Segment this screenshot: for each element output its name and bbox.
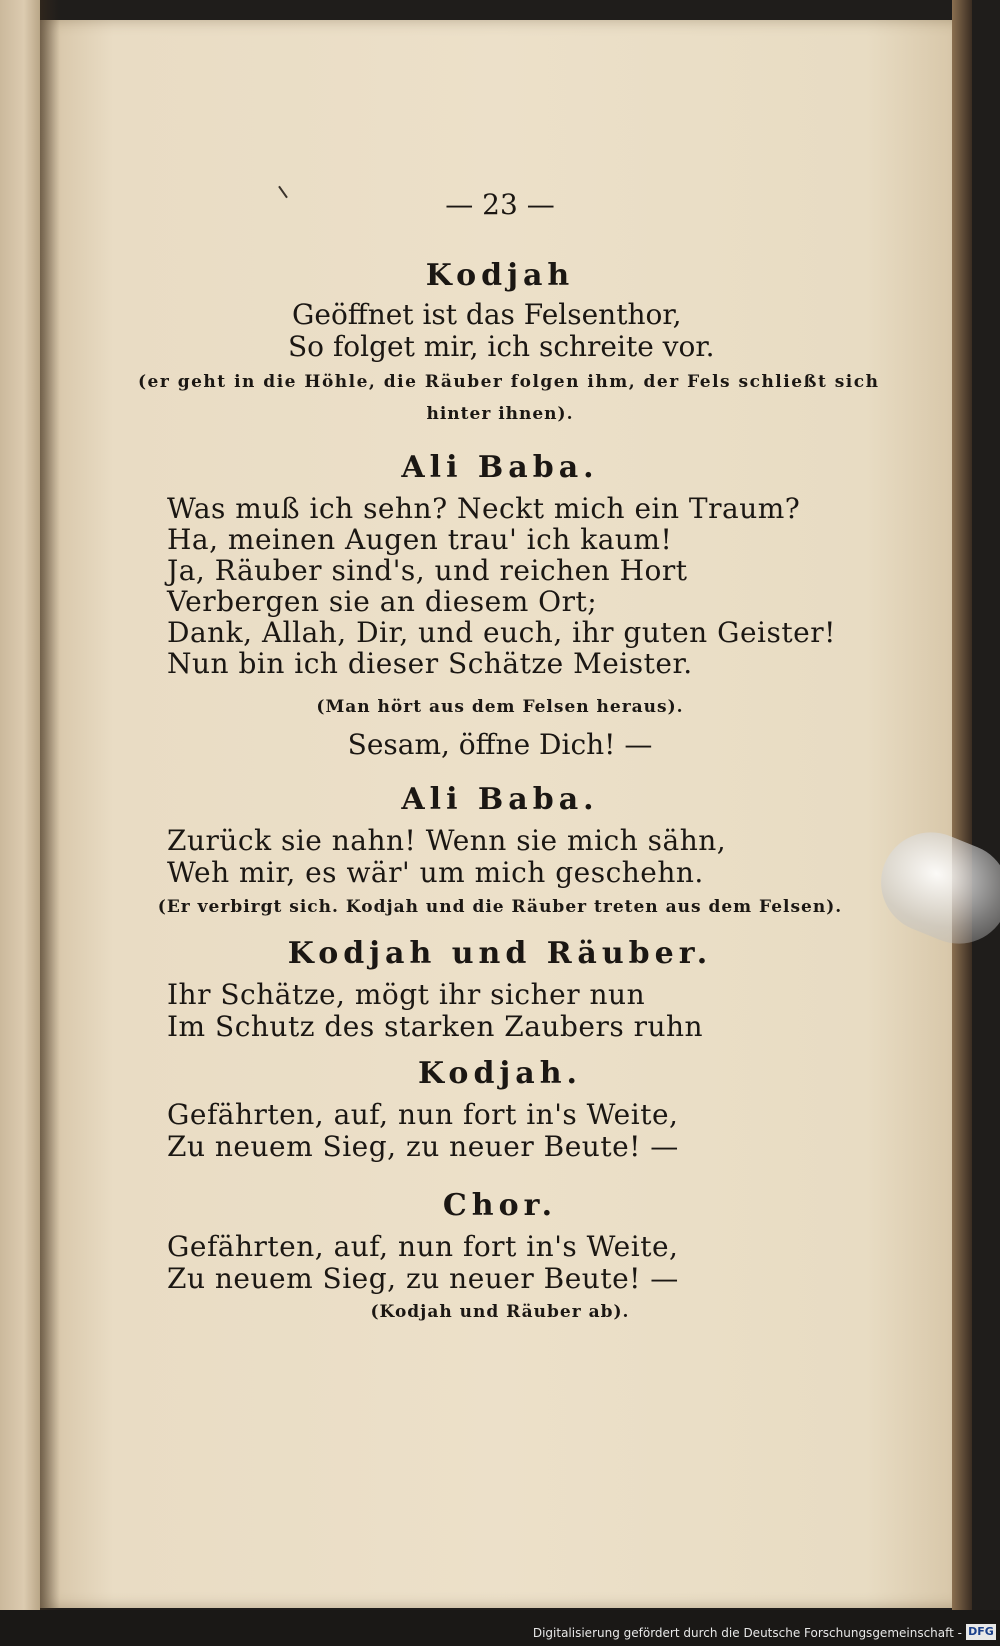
dfg-logo: DFG: [966, 1624, 996, 1640]
page-number: — 23 —: [445, 188, 555, 221]
funding-note: Digitalisierung gefördert durch die Deutsche Forschungsgemeinschaft -: [532, 1626, 962, 1640]
verse-line: Zurück sie nahn! Wenn sie mich sähn,: [167, 824, 727, 857]
verse-line: Ha, meinen Augen trau' ich kaum!: [167, 523, 673, 556]
speaker-ali-baba: Ali Baba.: [401, 450, 599, 485]
verse-line: Im Schutz des starken Zaubers ruhn: [167, 1010, 704, 1043]
speaker-ali-baba: Ali Baba.: [401, 782, 599, 817]
speaker-kodjah: Kodjah.: [418, 1056, 582, 1091]
stage-direction: (Er verbirgt sich. Kodjah und die Räuber treten aus dem Felsen).: [157, 897, 843, 917]
verse-line: So folget mir, ich schreite vor.: [288, 330, 715, 363]
stage-direction: (Man hört aus dem Felsen heraus).: [316, 697, 684, 717]
verse-line: Zu neuem Sieg, zu neuer Beute! —: [167, 1130, 679, 1163]
speaker-kodjah-und-raeuber: Kodjah und Räuber.: [287, 936, 713, 971]
stage-direction: (er geht in die Höhle, die Räuber folgen ihm, der Fels schließt sich: [138, 372, 880, 392]
verse-line: Dank, Allah, Dir, und euch, ihr guten Geister!: [167, 616, 836, 649]
spoken-line: Sesam, öffne Dich! —: [347, 728, 653, 761]
stage-direction: hinter ihnen).: [426, 404, 574, 424]
verse-line: Verbergen sie an diesem Ort;: [167, 585, 598, 618]
verse-line: Gefährten, auf, nun fort in's Weite,: [167, 1230, 679, 1263]
verse-line: Gefährten, auf, nun fort in's Weite,: [167, 1098, 679, 1131]
verse-line: Zu neuem Sieg, zu neuer Beute! —: [167, 1262, 679, 1295]
speaker-kodjah: Kodjah: [425, 258, 575, 293]
verse-line: Nun bin ich dieser Schätze Meister.: [167, 647, 693, 680]
verse-line: Ja, Räuber sind's, und reichen Hort: [167, 554, 688, 587]
stage-direction: (Kodjah und Räuber ab).: [370, 1302, 630, 1322]
speaker-chor: Chor.: [442, 1188, 558, 1223]
verse-line: Ihr Schätze, mögt ihr sicher nun: [167, 978, 646, 1011]
verse-line: Weh mir, es wär' um mich geschehn.: [167, 856, 704, 889]
verse-line: Geöffnet ist das Felsenthor,: [292, 298, 682, 331]
verse-line: Was muß ich sehn? Neckt mich ein Traum?: [167, 492, 801, 525]
